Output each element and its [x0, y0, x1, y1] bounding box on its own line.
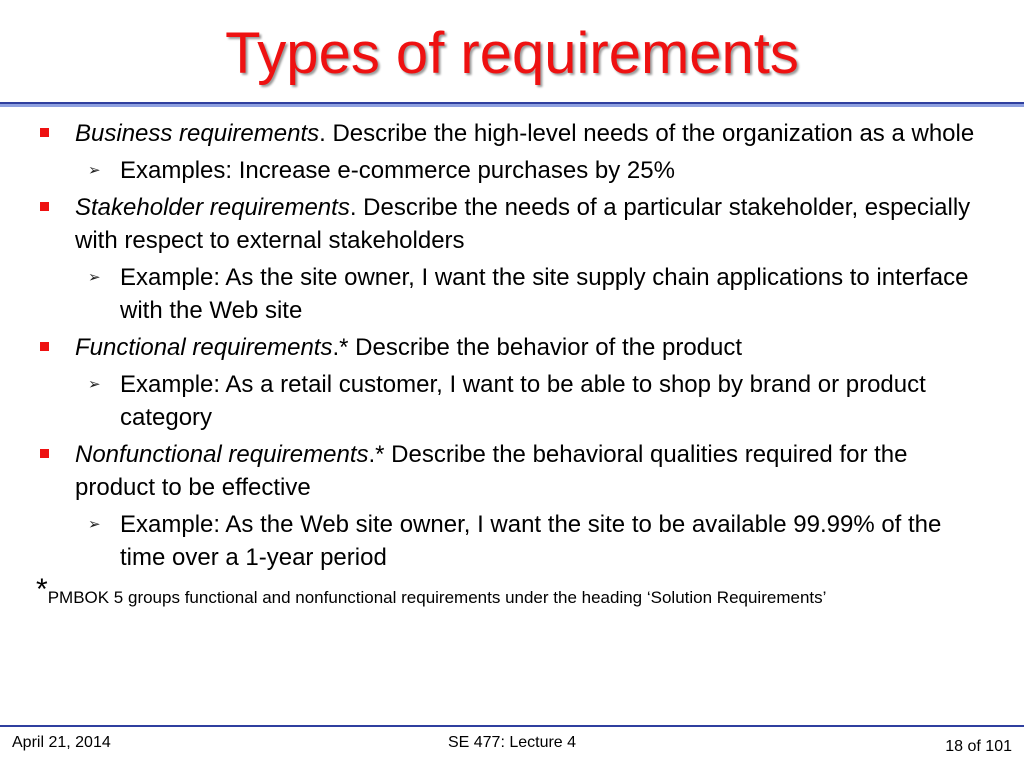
- bullet-item-stakeholder: [0, 191, 975, 257]
- sub-bullet-text: Example: As the Web site owner, I want the site to be available 99.99% of the time over a 1-year period: [120, 511, 942, 571]
- sub-bullet-item: [0, 508, 990, 574]
- bullet-item-business: [0, 117, 975, 150]
- footer-page-number: 18 of 101: [945, 738, 1012, 755]
- square-bullet-icon: [40, 202, 49, 211]
- bullet-term: Nonfunctional requirements: [75, 441, 369, 468]
- bullet-text: . Describe the needs of a particular stakeholder, especially with respect to external stakeholders: [75, 194, 971, 254]
- slide-title: Types of requirements: [225, 21, 799, 86]
- sub-bullet-text: Example: As a retail customer, I want to be able to shop by brand or product category: [120, 371, 926, 431]
- bullet-text: . Describe the high-level needs of the organization as a whole: [319, 120, 975, 147]
- footnote-marker: *: [36, 573, 48, 606]
- bullet-item-functional: [0, 331, 975, 364]
- sub-bullet-item: [0, 261, 990, 327]
- arrow-bullet-icon: ➢: [88, 376, 101, 393]
- bullet-text: .* Describe the behavioral qualities required for the product to be effective: [75, 441, 908, 501]
- square-bullet-icon: [40, 449, 49, 458]
- footer-divider: [0, 725, 1024, 727]
- footnote-text: PMBOK 5 groups functional and nonfunctional requirements under the heading ‘Solution Requirements’: [47, 588, 827, 607]
- slide-content: [0, 117, 1024, 608]
- title-divider: [0, 102, 1024, 107]
- bullet-term: Stakeholder requirements: [75, 194, 350, 221]
- bullet-item-nonfunctional: [0, 438, 975, 504]
- square-bullet-icon: [40, 342, 49, 351]
- sub-bullet-item: [0, 368, 990, 434]
- bullet-term: Functional requirements: [75, 334, 333, 361]
- sub-bullet-text: Example: As the site owner, I want the site supply chain applications to interface with the Web site: [120, 264, 969, 324]
- sub-bullet-text: Examples: Increase e-commerce purchases by 25%: [120, 157, 675, 184]
- sub-bullet-item: [0, 154, 990, 187]
- arrow-bullet-icon: ➢: [88, 269, 101, 286]
- footnote: [0, 573, 1024, 608]
- bullet-text: .* Describe the behavior of the product: [332, 334, 743, 361]
- bullet-term: Business requirements: [75, 120, 320, 147]
- square-bullet-icon: [40, 128, 49, 137]
- footer-date: April 21, 2014: [12, 734, 111, 751]
- footer-course: SE 477: Lecture 4: [447, 734, 577, 751]
- arrow-bullet-icon: ➢: [88, 162, 101, 179]
- arrow-bullet-icon: ➢: [88, 516, 101, 533]
